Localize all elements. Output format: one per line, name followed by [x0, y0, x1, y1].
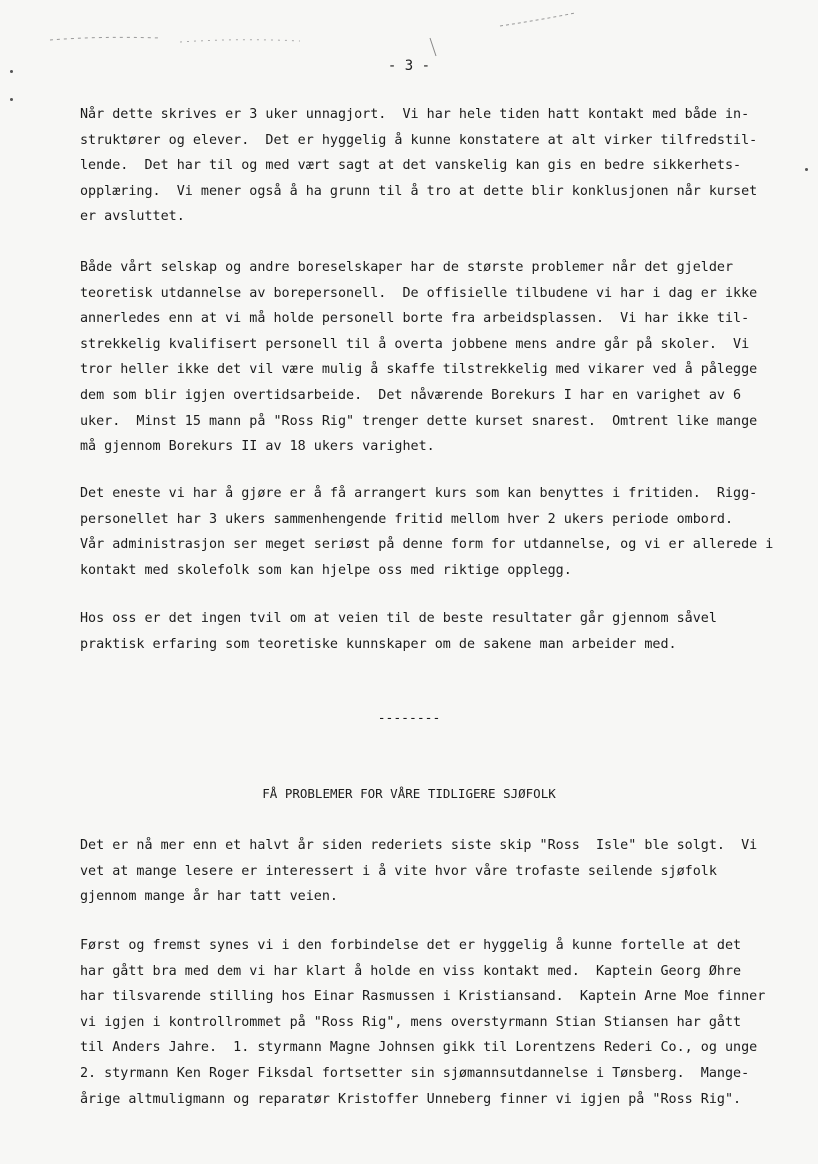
paragraph-3 — [80, 481, 800, 583]
text-line: Hos oss er det ingen tvil om at veien til de beste resultater går gjennom såvel — [80, 611, 717, 626]
text-line: lende. Det har til og med vært sagt at det vanskelig kan gis en bedre sikkerhets- — [80, 158, 742, 174]
scan-speck — [805, 168, 808, 171]
text-line: kontakt med skolefolk som kan hjelpe oss med riktige opplegg. — [80, 562, 572, 578]
text-line: annerledes enn at vi må holde personell borte fra arbeidsplassen. Vi har ikke til- — [80, 311, 750, 327]
text-line: uker. Minst 15 mann på "Ross Rig" trenger dette kurset snarest. Omtrent like mange — [80, 413, 758, 429]
text-line: struktører og elever. Det er hyggelig å kunne konstatere at alt virker tilfredstil- — [80, 132, 758, 148]
text-line: årige altmuligmann og reparatør Kristoffer Unneberg finner vi igjen på "Ross Rig". — [80, 1091, 742, 1107]
text-line: dem som blir igjen overtidsarbeide. Det nåværende Borekurs I har en varighet av 6 — [80, 387, 742, 403]
text-line: gjennom mange år har tatt veien. — [80, 889, 338, 905]
text-line: tror heller ikke det vil være mulig å skaffe tilstrekkelig med vikarer ved å pålegge — [80, 362, 758, 378]
paragraph-6 — [80, 933, 800, 1112]
text-line: må gjennom Borekurs II av 18 ukers varighet. — [80, 439, 435, 455]
scan-speck — [10, 70, 13, 73]
text-line: Vår administrasjon ser meget seriøst på denne form for utdannelse, og vi er allerede i — [80, 537, 774, 553]
paragraph-4 — [80, 606, 800, 657]
text-line: er avsluttet. — [80, 209, 185, 225]
text-line: vet at mange lesere er interessert i å vite hvor våre trofaste seilende sjøfolk — [80, 863, 717, 879]
paragraph-5 — [80, 833, 800, 910]
text-line: opplæring. Vi mener også å ha grunn til å tro at dette blir konklusjonen når kurset — [80, 183, 758, 199]
text-line: 2. styrmann Ken Roger Fiksdal fortsetter sin sjømannsutdannelse i Tønsberg. Mange- — [80, 1065, 750, 1081]
text-line: Først og fremst synes vi i den forbindelse det er hyggelig å kunne fortelle at det — [80, 938, 742, 953]
text-line: Det er nå mer enn et halvt år siden rederiets siste skip "Ross Isle" ble solgt. Vi — [80, 838, 758, 853]
paragraph-1 — [80, 102, 800, 230]
text-line: praktisk erfaring som teoretiske kunnskaper om de sakene man arbeider med. — [80, 636, 677, 652]
section-separator: -------- — [377, 711, 441, 726]
text-line: strekkelig kvalifisert personell til å overta jobbene mens andre går på skoler. Vi — [80, 336, 750, 352]
text-line: har gått bra med dem vi har klart å holde en viss kontakt med. Kaptein Georg Øhre — [80, 963, 742, 979]
text-line: vi igjen i kontrollrommet på "Ross Rig", mens overstyrmann Stian Stiansen har gått — [80, 1014, 742, 1030]
section-heading: FÅ PROBLEMER FOR VÅRE TIDLIGERE SJØFOLK — [262, 786, 556, 801]
text-line: teoretisk utdannelse av borepersonell. De offisielle tilbudene vi har i dag er ikke — [80, 285, 758, 301]
text-line: til Anders Jahre. 1. styrmann Magne Johnsen gikk til Lorentzens Rederi Co., og unge — [80, 1040, 758, 1056]
text-line: personellet har 3 ukers sammenhengende fritid mellom hver 2 ukers periode ombord. — [80, 511, 734, 527]
text-line: Når dette skrives er 3 uker unnagjort. Vi har hele tiden hatt kontakt med både in- — [80, 107, 750, 122]
text-line: Både vårt selskap og andre boreselskaper har de største problemer når det gjelder — [80, 260, 734, 275]
text-line: har tilsvarende stilling hos Einar Rasmussen i Kristiansand. Kaptein Arne Moe finner — [80, 989, 766, 1005]
page-number: - 3 - — [387, 58, 431, 74]
scan-smudge-marks — [40, 8, 600, 58]
text-line: Det eneste vi har å gjøre er å få arrangert kurs som kan benyttes i fritiden. Rigg- — [80, 486, 758, 501]
scan-speck — [10, 98, 13, 101]
paragraph-2 — [80, 255, 800, 460]
